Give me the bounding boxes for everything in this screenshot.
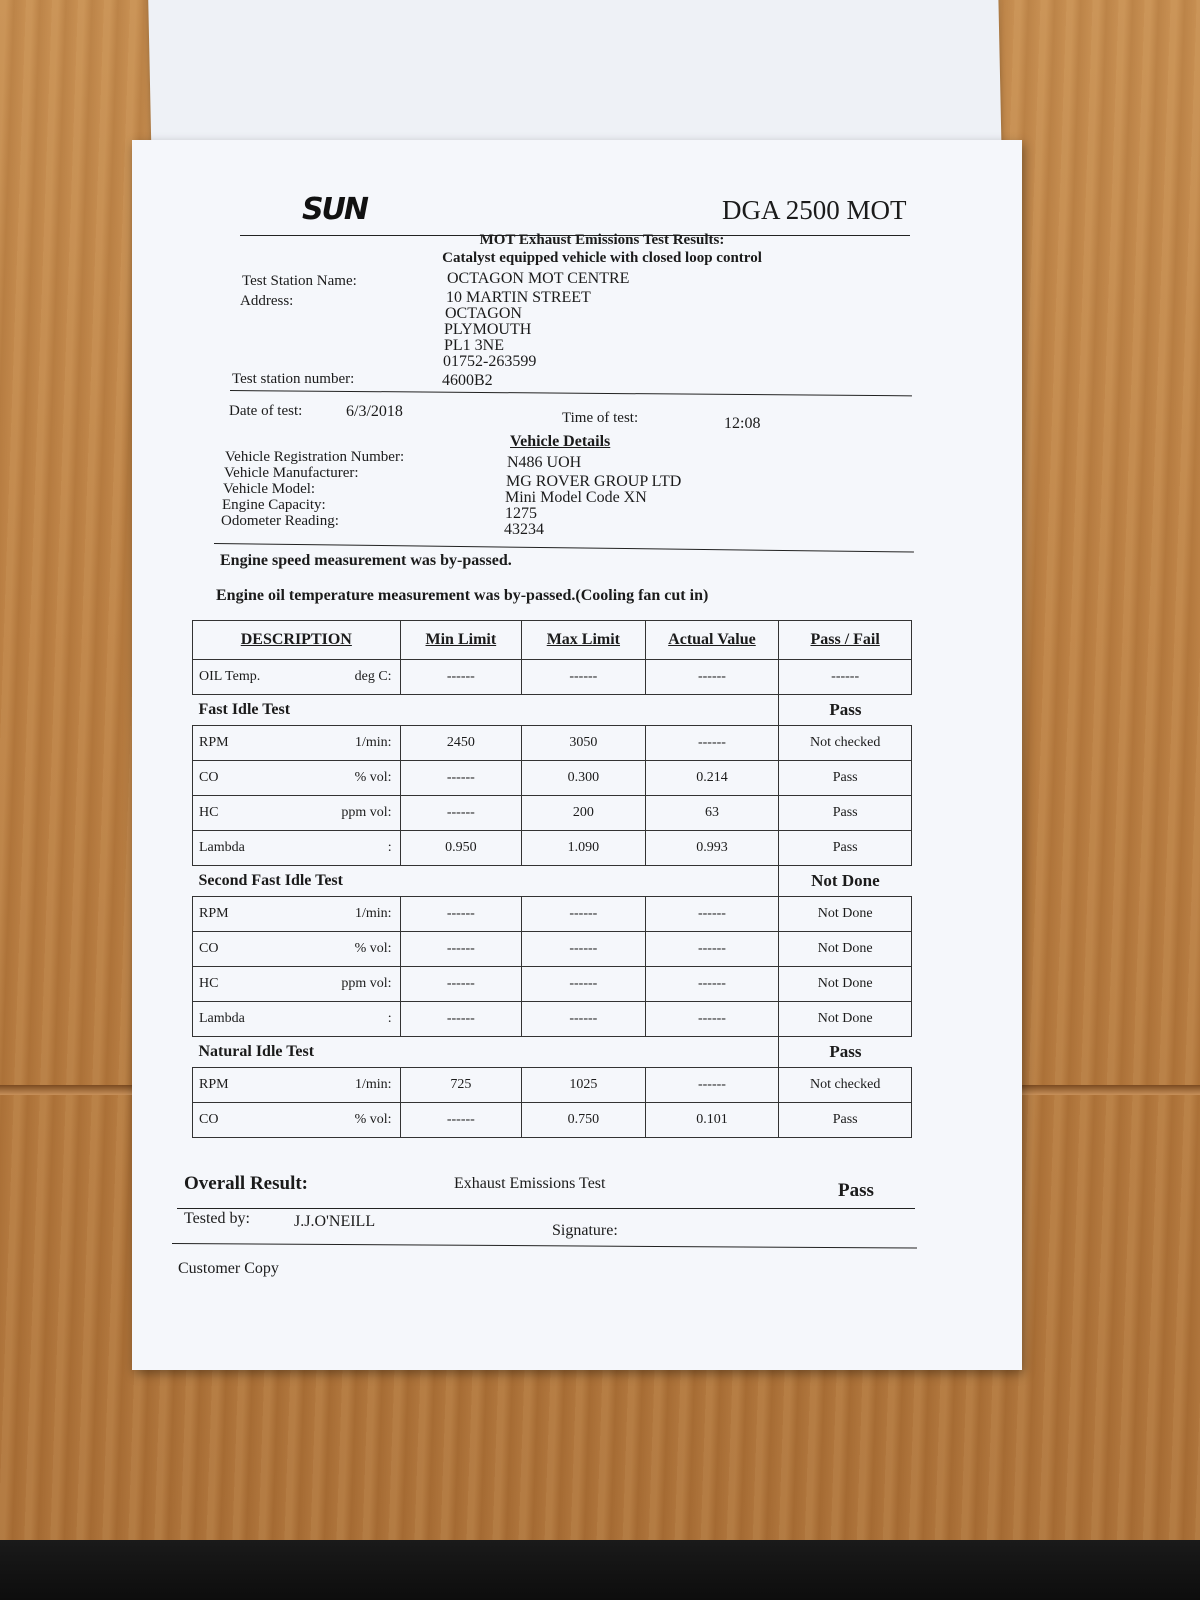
oil-max: ------ bbox=[522, 660, 646, 695]
cell-passfail: Not Done bbox=[779, 897, 912, 932]
table-row bbox=[193, 1103, 912, 1138]
address-line-1: 10 MARTIN STREET bbox=[446, 289, 591, 306]
section-row bbox=[193, 1037, 912, 1068]
section-row bbox=[193, 695, 912, 726]
cell-passfail: Not checked bbox=[779, 726, 912, 761]
cell-max: 200 bbox=[522, 796, 646, 831]
table-row bbox=[193, 897, 912, 932]
cell-min: 725 bbox=[400, 1068, 522, 1103]
cell-unit: ppm vol: bbox=[314, 967, 400, 1002]
table-row bbox=[193, 761, 912, 796]
cell-min: ------ bbox=[400, 796, 522, 831]
manufacturer-value: MG ROVER GROUP LTD bbox=[506, 473, 682, 490]
header-passfail: Pass / Fail bbox=[779, 621, 912, 660]
logo-text: SUN bbox=[301, 191, 368, 227]
cell-name: HC bbox=[193, 796, 315, 831]
cell-passfail: Not Done bbox=[779, 967, 912, 1002]
oil-passfail: ------ bbox=[779, 660, 912, 695]
cell-name: Lambda bbox=[193, 831, 315, 866]
table-row bbox=[193, 967, 912, 1002]
cell-min: ------ bbox=[400, 932, 522, 967]
cell-unit: % vol: bbox=[314, 761, 400, 796]
cell-name: CO bbox=[193, 1103, 315, 1138]
cell-passfail: Pass bbox=[779, 831, 912, 866]
title-line-1: MOT Exhaust Emissions Test Results: bbox=[479, 232, 725, 248]
cell-min: 0.950 bbox=[400, 831, 522, 866]
oil-note: Engine oil temperature measurement was by-passed.(Cooling fan cut in) bbox=[216, 587, 709, 604]
cell-actual: 0.993 bbox=[645, 831, 779, 866]
cell-max: 1.090 bbox=[522, 831, 646, 866]
cell-max: ------ bbox=[522, 967, 646, 1002]
cell-passfail: Not Done bbox=[779, 932, 912, 967]
oil-name: OIL Temp. bbox=[193, 660, 315, 695]
table-header-row bbox=[193, 621, 912, 660]
cell-actual: ------ bbox=[645, 726, 779, 761]
second-fast-idle-result: Not Done bbox=[779, 866, 912, 897]
speed-note: Engine speed measurement was by-passed. bbox=[220, 552, 512, 569]
station-number: 4600B2 bbox=[442, 372, 493, 389]
sun-logo bbox=[282, 190, 387, 228]
cell-unit: % vol: bbox=[314, 932, 400, 967]
section-row bbox=[193, 866, 912, 897]
address-line-3: PLYMOUTH bbox=[444, 321, 532, 338]
cell-name: CO bbox=[193, 761, 315, 796]
table-row bbox=[193, 1002, 912, 1037]
station-rule bbox=[230, 390, 912, 396]
signature-rule bbox=[172, 1243, 917, 1249]
cell-actual: 0.101 bbox=[645, 1103, 779, 1138]
cell-passfail: Not Done bbox=[779, 1002, 912, 1037]
cell-min: ------ bbox=[400, 1002, 522, 1037]
address-line-4: PL1 3NE bbox=[444, 337, 504, 354]
reg-value: N486 UOH bbox=[507, 454, 582, 471]
table-row bbox=[193, 796, 912, 831]
title-line-2: Catalyst equipped vehicle with closed loop control bbox=[442, 250, 762, 266]
oil-min: ------ bbox=[400, 660, 522, 695]
capacity-label: Engine Capacity: bbox=[222, 497, 326, 513]
cell-actual: ------ bbox=[645, 1002, 779, 1037]
signature-label: Signature: bbox=[552, 1222, 618, 1239]
reg-label: Vehicle Registration Number: bbox=[225, 449, 405, 465]
oil-actual: ------ bbox=[645, 660, 779, 695]
manufacturer-label: Vehicle Manufacturer: bbox=[224, 465, 359, 481]
cell-min: ------ bbox=[400, 897, 522, 932]
cell-max: 3050 bbox=[522, 726, 646, 761]
cell-unit: 1/min: bbox=[314, 897, 400, 932]
station-name: OCTAGON MOT CENTRE bbox=[447, 270, 630, 287]
header-actual: Actual Value bbox=[645, 621, 779, 660]
model-value: Mini Model Code XN bbox=[505, 489, 647, 506]
cell-name: RPM bbox=[193, 726, 315, 761]
cell-min: ------ bbox=[400, 967, 522, 1002]
station-number-label: Test station number: bbox=[232, 371, 355, 387]
fast-idle-title: Fast Idle Test bbox=[193, 695, 779, 726]
date-label: Date of test: bbox=[229, 403, 303, 419]
cell-passfail: Pass bbox=[779, 796, 912, 831]
header-description: DESCRIPTION bbox=[193, 621, 401, 660]
customer-copy: Customer Copy bbox=[178, 1260, 279, 1277]
cell-actual: ------ bbox=[645, 932, 779, 967]
cell-max: 0.750 bbox=[522, 1103, 646, 1138]
cell-name: RPM bbox=[193, 1068, 315, 1103]
overall-rule bbox=[177, 1208, 915, 1209]
table-row bbox=[193, 726, 912, 761]
cell-passfail: Pass bbox=[779, 761, 912, 796]
vehicle-heading: Vehicle Details bbox=[510, 433, 611, 450]
header-min: Min Limit bbox=[400, 621, 522, 660]
natural-idle-title: Natural Idle Test bbox=[193, 1037, 779, 1068]
floor-strip bbox=[0, 1540, 1200, 1600]
capacity-value: 1275 bbox=[505, 505, 537, 522]
overall-label: Overall Result: bbox=[184, 1173, 309, 1194]
analyser-model: DGA 2500 MOT bbox=[722, 195, 907, 225]
station-name-label: Test Station Name: bbox=[242, 273, 357, 289]
test-date: 6/3/2018 bbox=[346, 403, 403, 420]
odometer-value: 43234 bbox=[504, 521, 544, 538]
fast-idle-result: Pass bbox=[779, 695, 912, 726]
cell-max: ------ bbox=[522, 932, 646, 967]
table-row bbox=[193, 932, 912, 967]
address-line-5: 01752-263599 bbox=[443, 353, 537, 370]
cell-name: CO bbox=[193, 932, 315, 967]
cell-name: HC bbox=[193, 967, 315, 1002]
cell-max: 0.300 bbox=[522, 761, 646, 796]
cell-unit: ppm vol: bbox=[314, 796, 400, 831]
overall-test-name: Exhaust Emissions Test bbox=[454, 1175, 606, 1192]
test-time: 12:08 bbox=[724, 415, 761, 432]
time-label: Time of test: bbox=[562, 410, 639, 426]
cell-actual: 63 bbox=[645, 796, 779, 831]
table-row bbox=[193, 660, 912, 695]
cell-unit: : bbox=[314, 1002, 400, 1037]
oil-unit: deg C: bbox=[314, 660, 400, 695]
table-row bbox=[193, 1068, 912, 1103]
header-max: Max Limit bbox=[522, 621, 646, 660]
odometer-label: Odometer Reading: bbox=[221, 513, 339, 529]
second-fast-idle-title: Second Fast Idle Test bbox=[193, 866, 779, 897]
cell-unit: 1/min: bbox=[314, 1068, 400, 1103]
cell-max: ------ bbox=[522, 897, 646, 932]
cell-name: RPM bbox=[193, 897, 315, 932]
cell-actual: 0.214 bbox=[645, 761, 779, 796]
table-row bbox=[193, 831, 912, 866]
cell-passfail: Not checked bbox=[779, 1068, 912, 1103]
cell-min: 2450 bbox=[400, 726, 522, 761]
cell-min: ------ bbox=[400, 761, 522, 796]
tester-name: J.J.O'NEILL bbox=[294, 1213, 376, 1230]
results-table bbox=[192, 620, 912, 1138]
receipt-paper bbox=[132, 140, 1022, 1370]
address-label: Address: bbox=[240, 293, 294, 309]
overall-result: Pass bbox=[838, 1180, 874, 1201]
natural-idle-result: Pass bbox=[779, 1037, 912, 1068]
cell-actual: ------ bbox=[645, 1068, 779, 1103]
cell-max: ------ bbox=[522, 1002, 646, 1037]
cell-unit: 1/min: bbox=[314, 726, 400, 761]
cell-min: ------ bbox=[400, 1103, 522, 1138]
cell-max: 1025 bbox=[522, 1068, 646, 1103]
model-label: Vehicle Model: bbox=[223, 481, 316, 497]
cell-unit: : bbox=[314, 831, 400, 866]
cell-unit: % vol: bbox=[314, 1103, 400, 1138]
cell-name: Lambda bbox=[193, 1002, 315, 1037]
cell-actual: ------ bbox=[645, 897, 779, 932]
tested-by-label: Tested by: bbox=[184, 1210, 250, 1227]
address-line-2: OCTAGON bbox=[445, 305, 522, 322]
cell-passfail: Pass bbox=[779, 1103, 912, 1138]
cell-actual: ------ bbox=[645, 967, 779, 1002]
